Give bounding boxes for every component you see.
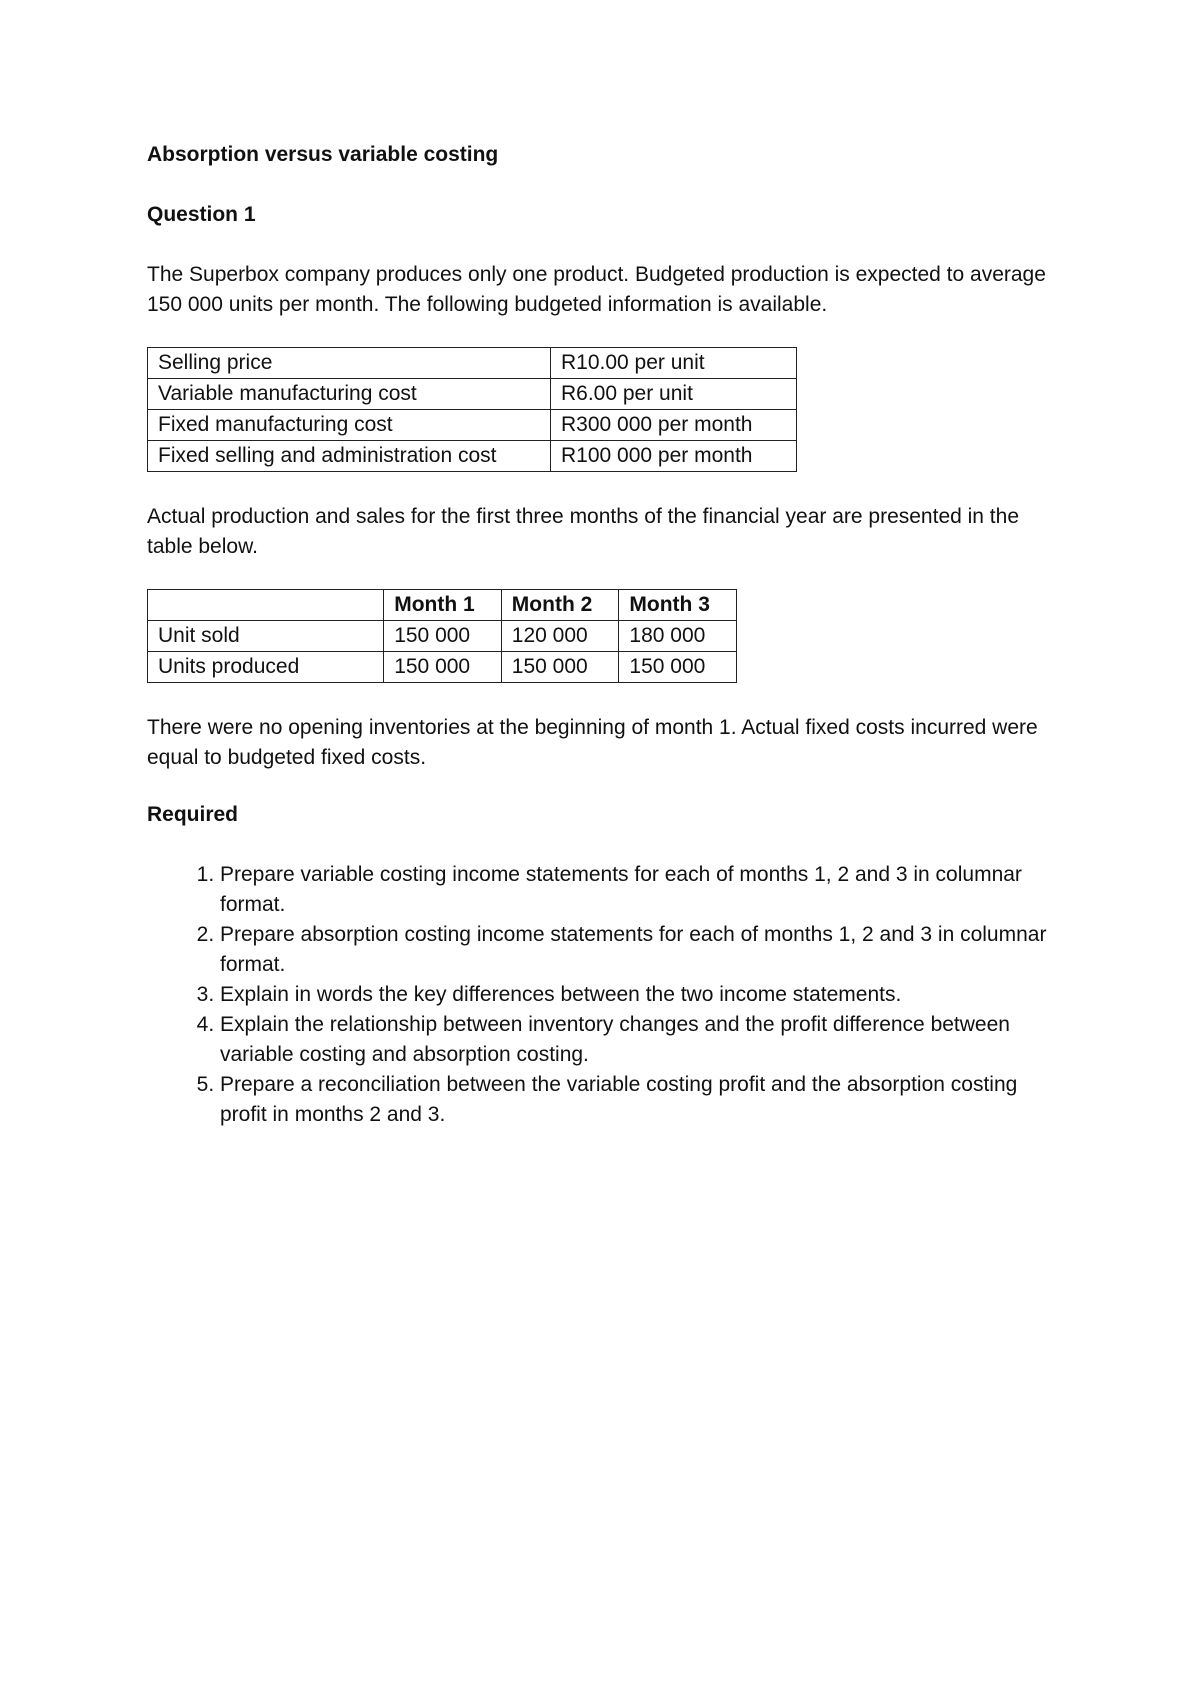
table-cell: 150 000 (384, 621, 502, 652)
table-row (148, 441, 797, 472)
budget-item-value: R300 000 per month (551, 410, 797, 441)
table-row (148, 410, 797, 441)
list-item: 3. Explain in words the key differences between the two income statements. (220, 980, 1062, 1010)
budget-item-value: R10.00 per unit (551, 348, 797, 379)
table-header-row (148, 590, 737, 621)
table-cell: 150 000 (501, 652, 619, 683)
budget-table (147, 347, 797, 472)
budget-item-label: Fixed manufacturing cost (148, 410, 551, 441)
table-row (148, 652, 737, 683)
note-paragraph: There were no opening inventories at the beginning of month 1. Actual fixed costs incurred were equal to budgeted fixed costs. (147, 716, 1038, 769)
budget-item-label: Selling price (148, 348, 551, 379)
budget-item-value: R6.00 per unit (551, 379, 797, 410)
table-header-month-2: Month 2 (501, 590, 619, 621)
list-item: 1. Prepare variable costing income statements for each of months 1, 2 and 3 in columnar format. (220, 860, 1062, 920)
budget-item-label: Variable manufacturing cost (148, 379, 551, 410)
list-item: 4. Explain the relationship between inventory changes and the profit difference between variable costing and absorption costing. (220, 1010, 1062, 1070)
required-heading: Required (147, 803, 239, 826)
row-label: Unit sold (148, 621, 384, 652)
document-page (147, 140, 1062, 1130)
table-header-empty (148, 590, 384, 621)
required-list (147, 860, 1062, 1130)
table-cell: 120 000 (501, 621, 619, 652)
question-heading: Question 1 (147, 203, 256, 226)
table-row (148, 621, 737, 652)
table-header-month-1: Month 1 (384, 590, 502, 621)
budget-item-label: Fixed selling and administration cost (148, 441, 551, 472)
table-cell: 150 000 (384, 652, 502, 683)
budget-item-value: R100 000 per month (551, 441, 797, 472)
table-header-month-3: Month 3 (619, 590, 737, 621)
table-cell: 150 000 (619, 652, 737, 683)
intro-paragraph: The Superbox company produces only one product. Budgeted production is expected to average 150 000 units per month. The following budgeted information is available. (147, 263, 1046, 316)
list-item: 2. Prepare absorption costing income statements for each of months 1, 2 and 3 in columnar format. (220, 920, 1062, 980)
table-row (148, 348, 797, 379)
list-item: 5. Prepare a reconciliation between the variable costing profit and the absorption costing profit in months 2 and 3. (220, 1070, 1062, 1130)
actual-table (147, 589, 737, 683)
document-title: Absorption versus variable costing (147, 143, 499, 166)
table-row (148, 379, 797, 410)
table-cell: 180 000 (619, 621, 737, 652)
actual-intro-paragraph: Actual production and sales for the first three months of the financial year are presented in the table below. (147, 505, 1020, 558)
row-label: Units produced (148, 652, 384, 683)
